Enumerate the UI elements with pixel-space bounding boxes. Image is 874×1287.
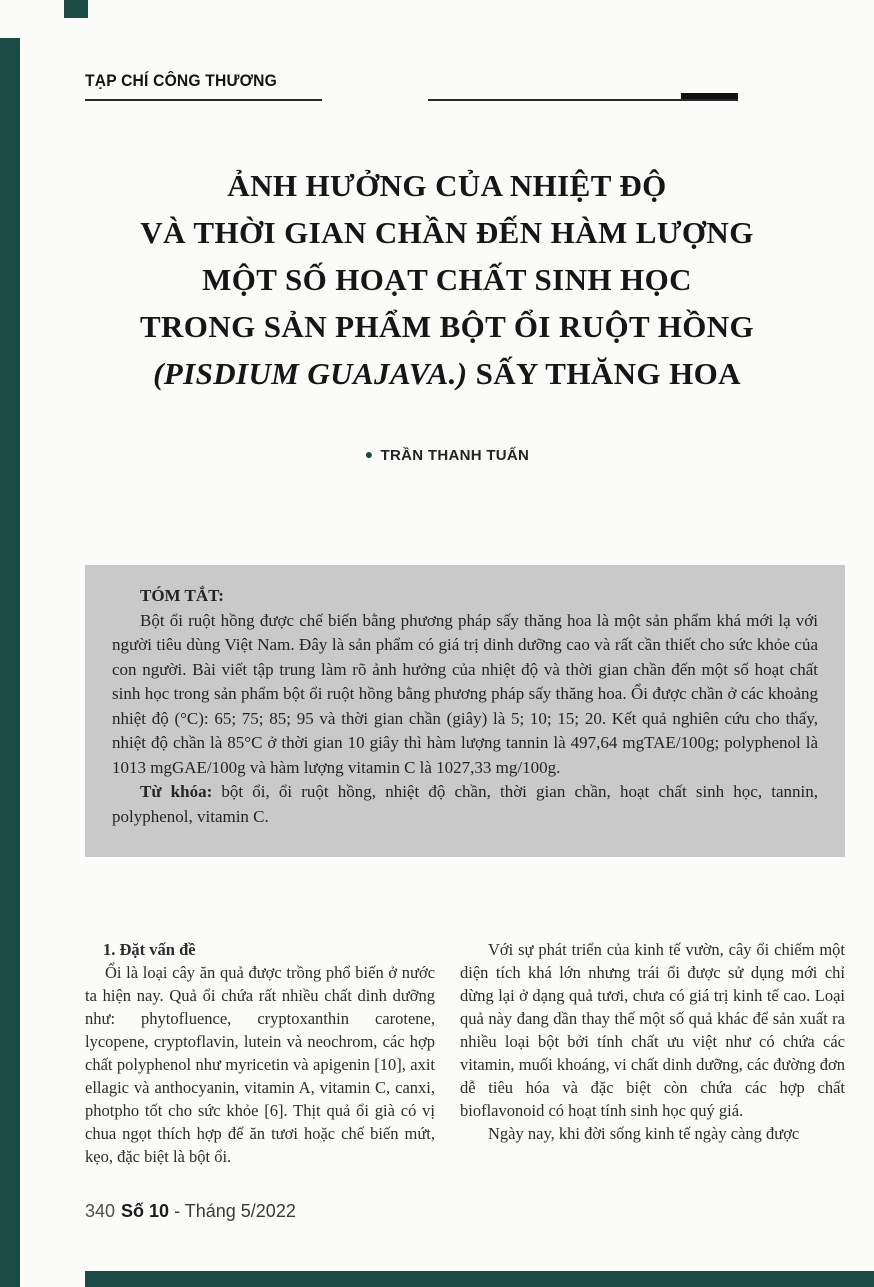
top-corner-mark	[64, 0, 88, 18]
issue-date: - Tháng 5/2022	[169, 1201, 296, 1221]
header-rule-left	[85, 99, 322, 101]
title-line-2: VÀ THỜI GIAN CHẦN ĐẾN HÀM LƯỢNG	[140, 215, 754, 250]
page-footer	[85, 1201, 296, 1222]
author-line	[20, 447, 874, 464]
abstract-text: Bột ổi ruột hồng được chế biến bằng phương pháp sấy thăng hoa là một sản phẩm khá mới lạ với người tiêu dùng Việt Nam. Đây là sản phẩm có giá trị dinh dưỡng cao và rất cần thiết cho sức khỏe của con người. Bài viết tập trung làm rõ ảnh hưởng của nhiệt độ và thời gian chần đến một số hoạt chất sinh học trong sản phẩm bột ổi ruột hồng bằng phương pháp sấy thăng hoa. Ổi được chần ở các khoảng nhiệt độ (°C): 65; 75; 85; 95 và thời gian chần (giây) là 5; 10; 15; 20. Kết quả nghiên cứu cho thấy, nhiệt độ chần là 85°C ở thời gian 10 giây thì hàm lượng tannin là 497,64 mgTAE/100g; polyphenol là 1013 mgGAE/100g và hàm lượng vitamin C là 1027,33 mg/100g.	[112, 610, 818, 777]
title-line-1: ẢNH HƯỞNG CỦA NHIỆT ĐỘ	[227, 168, 667, 203]
body-paragraph: Ổi là loại cây ăn quả được trồng phổ biến ở nước ta hiện nay. Quả ổi chứa rất nhiều chất dinh dưỡng như: phytofluence, cryptoxanthin carotene, lycopene, cryptoflavin, lutein và neochrom, các hợp chất polyphenol như myricetin và apigenin [10], axit ellagic và anthocyanin, vitamin A, vitamin C, canxi, photpho tốt cho sức khỏe [6]. Thịt quả ổi già có vị chua ngọt thích hợp để ăn tươi hoặc chế biến mứt, kẹo, đặc biệt là bột ổi.	[85, 963, 435, 1166]
header-rule-accent	[681, 93, 738, 99]
body-column-right	[460, 938, 845, 1145]
abstract-keywords	[112, 780, 818, 829]
author-name: TRẦN THANH TUẤN	[380, 447, 530, 464]
author-bullet-icon: ●	[364, 446, 374, 462]
title-line-3: MỘT SỐ HOẠT CHẤT SINH HỌC	[202, 262, 692, 297]
issue-label: Số 10	[121, 1201, 170, 1221]
body-column-left	[85, 938, 435, 1168]
keywords-text: bột ổi, ổi ruột hồng, nhiệt độ chần, thời gian chần, hoạt chất sinh học, tannin, polyphenol, vitamin C.	[112, 782, 818, 826]
title-line-5	[20, 350, 874, 397]
left-margin-band	[0, 38, 20, 1287]
section-1-heading: 1. Đặt vấn đề	[103, 940, 196, 959]
journal-name: TẠP CHÍ CÔNG THƯƠNG	[85, 71, 278, 90]
body-paragraph: Ngày nay, khi đời sống kinh tế ngày càng được	[488, 1124, 800, 1143]
abstract-label: TÓM TẮT:	[140, 586, 224, 605]
article-title	[20, 162, 874, 397]
header-rule-right	[428, 99, 738, 101]
keywords-label: Từ khóa:	[140, 782, 213, 801]
bottom-margin-band	[85, 1271, 874, 1287]
title-line-5-rest: SẤY THĂNG HOA	[467, 356, 741, 391]
title-line-4: TRONG SẢN PHẨM BỘT ỔI RUỘT HỒNG	[139, 309, 755, 344]
page-number: 340	[85, 1201, 116, 1221]
species-latin-name: (PISDIUM GUAJAVA.)	[153, 356, 468, 391]
body-paragraph: Với sự phát triển của kinh tế vườn, cây ổi chiếm một diện tích khá lớn nhưng trái ổi được sử dụng mới chỉ dừng lại ở dạng quả tươi, chưa có giá trị kinh tế cao. Loại quả này đang dần thay thế một số quả khác để sản xuất ra nhiều loại bột bởi tính chất ưu việt như có chứa các vitamin, muối khoáng, vi chất dinh dưỡng, các đường đơn dễ tiêu hóa và đặc biệt còn chứa các hợp chất bioflavonoid có hoạt tính sinh học quý giá.	[460, 940, 845, 1120]
abstract-box	[85, 565, 845, 857]
